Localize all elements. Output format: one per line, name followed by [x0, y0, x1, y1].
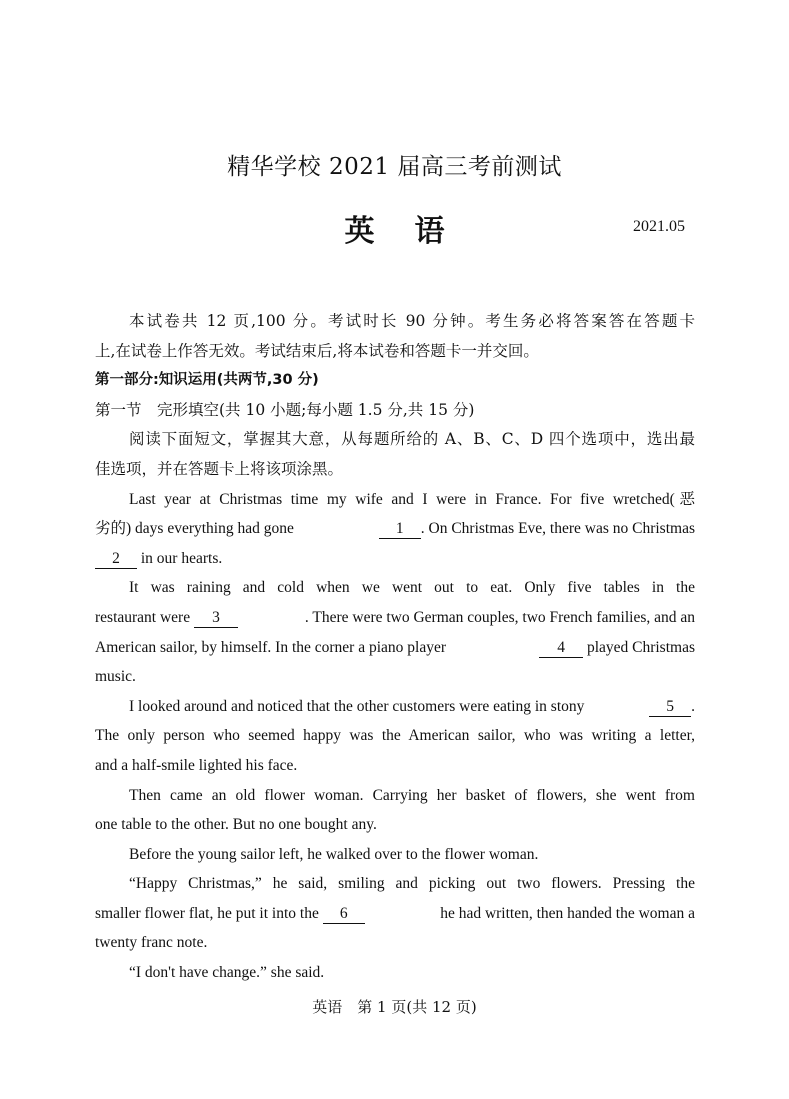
passage-line: [95, 633, 695, 663]
directions-line: 佳选项，并在答题卡上将该项涂黑。: [95, 459, 344, 478]
passage-line: Then came an old flower woman. Carrying her basket of flowers, she went from: [129, 786, 695, 804]
directions-line: 阅读下面短文，掌握其大意，从每题所给的 A、B、C、D 四个选项中，选出最: [129, 430, 695, 449]
passage-line: [95, 899, 695, 929]
passage-text: in our hearts.: [140, 549, 223, 567]
passage-text: American sailor, by himself. In the corner a piano player: [95, 638, 447, 656]
blank-5: 5: [649, 698, 691, 717]
subject-heading: 英语: [344, 214, 485, 249]
passage-line: It was raining and cold when we went out to eat. Only five tables in the: [129, 579, 695, 597]
passage-line: music.: [95, 668, 136, 686]
passage-line: [95, 544, 695, 574]
passage-text: played Christmas: [586, 638, 695, 656]
passage-line: [95, 603, 695, 633]
passage-line: twenty franc note.: [95, 934, 208, 952]
instructions-line: 上,在试卷上作答无效。考试结束后,将本试卷和答题卡一并交回。: [95, 341, 539, 360]
passage-text: he had written, then handed the woman a: [440, 904, 695, 922]
section-heading: 第一节 完形填空(共 10 小题;每小题 1.5 分,共 15 分): [95, 400, 475, 419]
passage-text: I looked around and noticed that the other customers were eating in stony: [129, 697, 585, 715]
blank-1: 1: [379, 520, 421, 539]
exam-body: [95, 307, 695, 988]
exam-title: 精华学校 2021 届高三考前测试: [227, 154, 562, 180]
instructions-line: 本试卷共 12 页,100 分。考试时长 90 分钟。考生务必将答案答在答题卡: [129, 312, 695, 330]
passage-line: Last year at Christmas time my wife and I were in France. For five wretched(恶: [129, 490, 695, 508]
passage-line: one table to the other. But no one bought any.: [95, 816, 377, 834]
part-heading: 第一部分:知识运用(共两节,30 分): [95, 372, 319, 389]
passage-text: .: [691, 697, 695, 715]
passage-text: restaurant were: [95, 608, 191, 626]
passage-line: and a half-smile lighted his face.: [95, 756, 298, 774]
passage-line: Before the young sailor left, he walked over to the flower woman.: [129, 845, 539, 863]
passage-text: . On Christmas Eve, there was no Christmas: [420, 520, 695, 538]
blank-6: 6: [323, 905, 365, 924]
passage-line: “I don't have change.” she said.: [129, 964, 325, 982]
passage-line: [95, 692, 695, 722]
passage-line: The only person who seemed happy was the American sailor, who was writing a letter,: [95, 727, 695, 745]
passage-line: [95, 514, 695, 544]
blank-2: 2: [95, 550, 137, 569]
blank-3: 3: [194, 609, 238, 628]
page-footer: 英语 第 1 页(共 12 页): [312, 998, 477, 1016]
exam-date: 2021.05: [633, 218, 685, 235]
passage-text: . There were two German couples, two French families, and an: [304, 608, 695, 626]
passage-text: smaller flower flat, he put it into the: [95, 904, 319, 922]
passage-text: 劣的) days everything had gone: [95, 520, 294, 538]
passage-line: “Happy Christmas,” he said, smiling and picking out two flowers. Pressing the: [129, 875, 695, 893]
blank-4: 4: [539, 639, 583, 658]
